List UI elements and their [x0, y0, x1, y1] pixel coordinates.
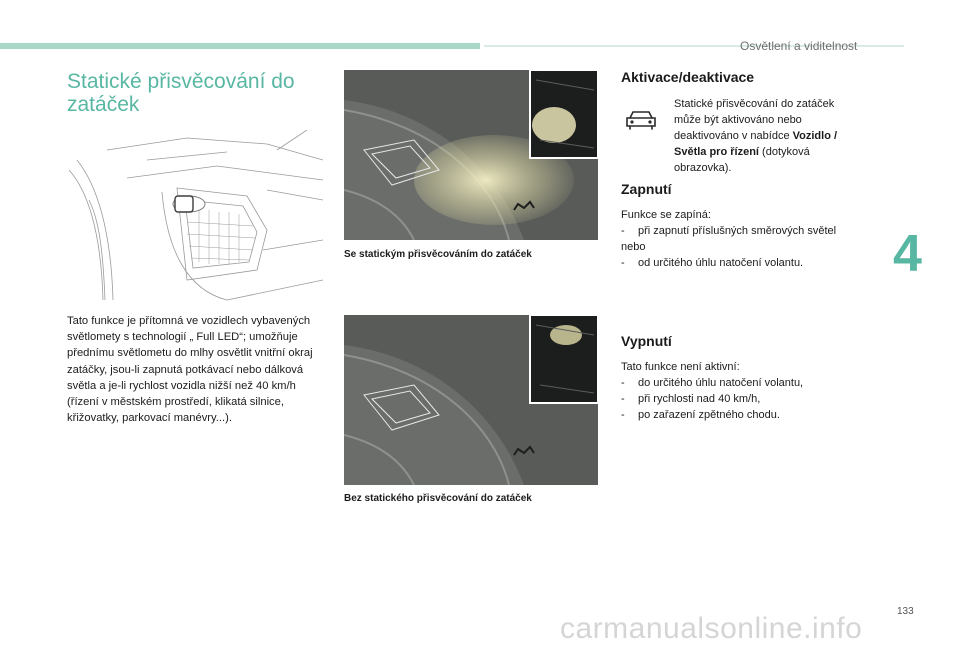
on-connector: nebo: [621, 241, 646, 253]
chapter-number: 4: [893, 225, 922, 283]
car-icon: [624, 108, 658, 132]
activation-menu-path: Vozidlo / Světla pro řízení: [674, 130, 838, 158]
on-section: [621, 207, 871, 271]
photo-without-cornering-light: [344, 315, 598, 485]
activation-text-tail: (dotyková obrazovka).: [674, 146, 810, 174]
activation-text: [674, 96, 864, 176]
off-item-2: - při rychlosti nad 40 km/h,: [621, 391, 871, 407]
photo-with-cornering-light: [344, 70, 598, 240]
page-number: 133: [897, 606, 914, 617]
on-item-1: - při zapnutí příslušných směrových světel: [621, 223, 871, 239]
caption-without-cornering-light: Bez statického přisvěcování do zatáček: [344, 493, 532, 504]
section-title: Osvětlení a viditelnost: [740, 39, 858, 53]
off-item-1: - do určitého úhlu natočení volantu,: [621, 375, 871, 391]
header-accent-bar: [0, 43, 480, 49]
off-item-3: - po zařazení zpětného chodu.: [621, 407, 871, 423]
activation-text-lead: Statické přisvěcování do zatáček může být aktivováno nebo deaktivováno v nabídce: [674, 98, 835, 142]
intro-paragraph: Tato funkce je přítomná ve vozidlech vybavených světlomety s technologií „ Full LED“; umožňuje přednímu světlometu do mlhy osvětlit vnitřní okraj zatáčky, jsou-li zapnutá potkávací nebo dálková světla a je-li rychlost vozidla nižší než 40 km/h (řízení v městském prostředí, klikatá silnice, křižovatky, parkovací manévry...).: [67, 315, 313, 425]
on-item-2: - od určitého úhlu natočení volantu.: [621, 255, 871, 271]
heading-off: Vypnutí: [621, 333, 672, 349]
watermark: carmanualsonline.info: [560, 612, 863, 645]
off-section: [621, 359, 871, 423]
heading-on: Zapnutí: [621, 181, 672, 197]
page-title: Statické přisvěcování do zatáček: [67, 70, 295, 116]
fog-light-illustration: [67, 130, 323, 302]
heading-activation: Aktivace/deaktivace: [621, 69, 755, 85]
off-lead: Tato funkce není aktivní:: [621, 361, 740, 373]
caption-with-cornering-light: Se statickým přisvěcováním do zatáček: [344, 249, 532, 260]
on-lead: Funkce se zapíná:: [621, 209, 711, 221]
